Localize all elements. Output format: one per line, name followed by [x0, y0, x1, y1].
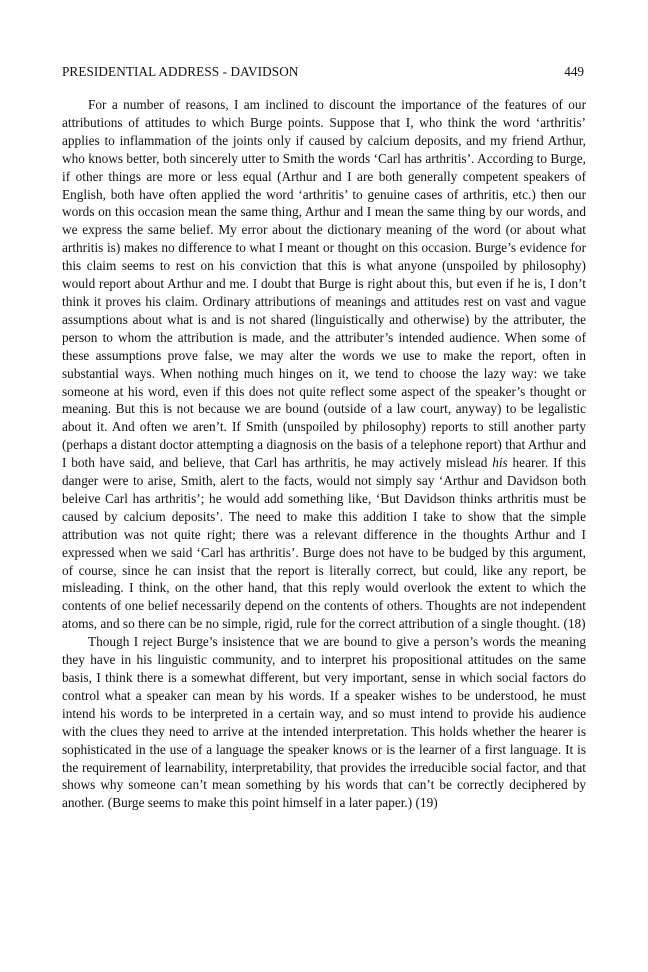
paragraph-1	[62, 96, 586, 633]
emphasized-word: his	[492, 455, 508, 471]
paragraph-2: Though I reject Burge’s insistence that we are bound to give a person’s words the meaning they have in his linguistic community, and to interpret his propositional attitudes on the same basis, I think there is a somewhat different, but very important, sense in which social factors do control what a speaker can mean by his words. If a speaker wishes to be understood, he must intend his words to be interpreted in a certain way, and so must intend to provide his audience with the clues they need to arrive at the intended interpretation. This holds whether the hearer is sophisticated in the use of a language the speaker knows or is the learner of a first language. It is the requirement of learnability, interpretability, that provides the irreducible social factor, and that shows why someone can’t mean something by his words that can’t be correctly deciphered by another. (Burge seems to make this point himself in a later paper.) (19)	[62, 634, 586, 811]
running-header	[62, 62, 586, 82]
body-text	[62, 96, 586, 812]
page-number: 449	[564, 64, 584, 79]
running-header-title: PRESIDENTIAL ADDRESS - DAVIDSON	[62, 64, 299, 79]
paragraph-1-text-a: For a number of reasons, I am inclined to discount the importance of the features of our attributions of attitudes to which Burge points. Suppose that I, who think the word ‘arthritis’ applies to inflammation of the joints only if caused by calcium deposits, and my friend Arthur, who knows better, both sincerely utter to Smith the words ‘Carl has arthritis’. According to Burge, if other things are more or less equal (Arthur and I are both generally competent speakers of English, both have often applied the word ‘arthritis’ to genuine cases of arthritis, etc.) then our words on this occasion mean the same thing, Arthur and I mean the same thing by our words, and we express the same belief. My error about the dictionary meaning of the word (or about what arthritis is) makes no difference to what I meant or thought on this occasion. Burge’s evidence for this claim seems to rest on his conviction that this is what anyone (unspoiled by philosophy) would report about Arthur and me. I doubt that Burge is right about this, but even if he is, I don’t think it proves his claim. Ordinary attributions of meanings and attitudes rest on vast and vague assumptions about what is and is not shared (linguistically and otherwise) by the attributer, the person to whom the attribution is made, and the attributer’s intended audience. When some of these assumptions prove false, we may alter the words we use to make the report, often in substantial ways. When nothing much hinges on it, we tend to choose the lazy way: we take someone at his word, even if this does not quite reflect some aspect of the speaker’s thought or meaning. But this is not because we are bound (outside of a law court, anyway) to be legalistic about it. And often we aren’t. If Smith (unspoiled by philosophy) reports to still another party (perhaps a distant doctor attempting a diagnosis on the basis of a telephone report) that Arthur and I both have said, and believe, that Carl has arthritis, he may actively mislead	[62, 97, 586, 471]
paragraph-1-text-b: hearer. If this danger were to arise, Smith, alert to the facts, would not simply say ‘Arthur and Davidson both beleive Carl has arthritis’; he would add something like, ‘But Davidson thinks arthritis must be caused by calcium deposits’. The need to make this addition I take to show that the simple attribution was not quite right; there was a relevant difference in the thoughts Arthur and I expressed when we said ‘Carl has arthritis’. Burge does not have to be budged by this argument, of course, since he can insist that the report is literally correct, but could, like any report, be misleading. I think, on the other hand, that this reply would overlook the extent to which the contents of one belief necessarily depend on the contents of others. Thoughts are not independent atoms, and so there can be no simple, rigid, rule for the correct attribution of a single thought. (18)	[62, 455, 586, 632]
